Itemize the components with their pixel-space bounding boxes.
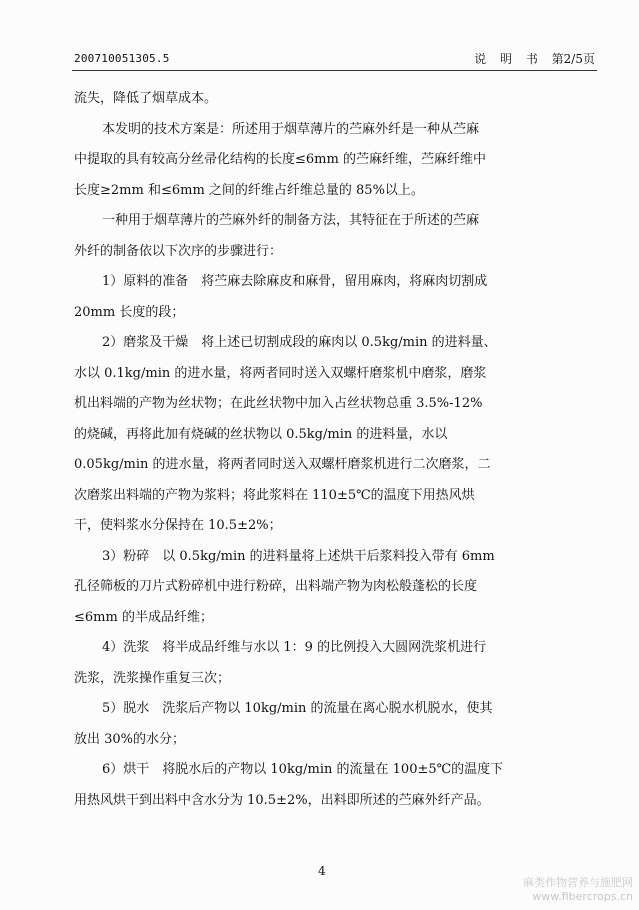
text-line: 洗浆，洗浆操作重复三次；: [74, 670, 231, 686]
text-line: 3）粉碎 以 0.5kg/min 的进料量将上述烘干后浆料投入带有 6mm: [102, 548, 495, 564]
watermark-title: 麻类作物营养与施肥网: [523, 876, 633, 889]
text-line: 5）脱水 洗浆后产物以 10kg/min 的流量在离心脱水机脱水，使其: [102, 701, 493, 716]
text-line: 干，使料浆水分保持在 10.5±2%；: [74, 518, 282, 533]
header-divider: [72, 70, 597, 71]
document-number: 200710051305.5: [74, 52, 170, 65]
text-line: 1）原料的准备 将苎麻去除麻皮和麻骨，留用麻肉，将麻肉切割成: [102, 274, 488, 289]
text-line: 本发明的技术方案是：所述用于烟草薄片的苎麻外纤是一种从苎麻: [102, 121, 480, 137]
header-char-shu: 书: [525, 52, 538, 66]
text-line: 放出 30%的水分；: [74, 731, 186, 747]
page-number: 4: [318, 864, 326, 878]
header-char-ming: 明: [499, 52, 512, 66]
text-line: 机出料端的产物为丝状物；在此丝状物中加入占丝状物总重 3.5%-12%: [74, 396, 483, 411]
header-char-shuo: 说: [474, 52, 487, 66]
text-line: 长度≥2mm 和≤6mm 之间的纤维占纤维总量的 85%以上。: [74, 182, 424, 198]
text-line: 6）烘干 将脱水后的产物以 10kg/min 的流量在 100±5℃的温度下: [102, 762, 504, 777]
text-line: 次磨浆出料端的产物为浆料；将此浆料在 110±5℃的温度下用热风烘: [74, 487, 475, 503]
text-line: 一种用于烟草薄片的苎麻外纤的制备方法，其特征在于所述的苎麻: [102, 213, 480, 228]
text-line: 中提取的具有较高分丝帚化结构的长度≤6mm 的苎麻纤维，苎麻纤维中: [74, 152, 486, 167]
body-text: [74, 84, 574, 816]
text-line: 外纤的制备依以下次序的步骤进行：: [74, 243, 283, 259]
text-line: 2）磨浆及干燥 将上述已切割成段的麻肉以 0.5kg/min 的进料量、: [102, 335, 497, 350]
text-line: 0.05kg/min 的进水量，将两者同时送入双螺杆磨浆机进行二次磨浆，二: [74, 457, 491, 472]
header-title: [464, 50, 595, 67]
text-line: ≤6mm 的半成品纤维；: [74, 609, 213, 625]
text-line: 水以 0.1kg/min 的进水量，将两者同时送入双螺杆磨浆机中磨浆，磨浆: [74, 365, 487, 381]
text-line: 孔径筛板的刀片式粉碎机中进行粉碎，出料端产物为肉松般蓬松的长度: [74, 579, 478, 594]
header-page-of: 第2/5页: [551, 52, 595, 66]
text-line: 20mm 长度的段；: [74, 304, 185, 320]
text-line: 用热风烘干到出料中含水分为 10.5±2%，出料即所述的苎麻外纤产品。: [74, 792, 490, 808]
text-line: 的烧碱，再将此加有烧碱的丝状物以 0.5kg/min 的进料量，水以: [74, 426, 448, 442]
text-line: 4）洗浆 将半成品纤维与水以 1：9 的比例投入大圆网洗浆机进行: [102, 640, 487, 655]
watermark-url: www.fibercrops.cn: [532, 890, 633, 903]
watermark: [523, 876, 633, 904]
text-line: 流失，降低了烟草成本。: [74, 91, 218, 106]
